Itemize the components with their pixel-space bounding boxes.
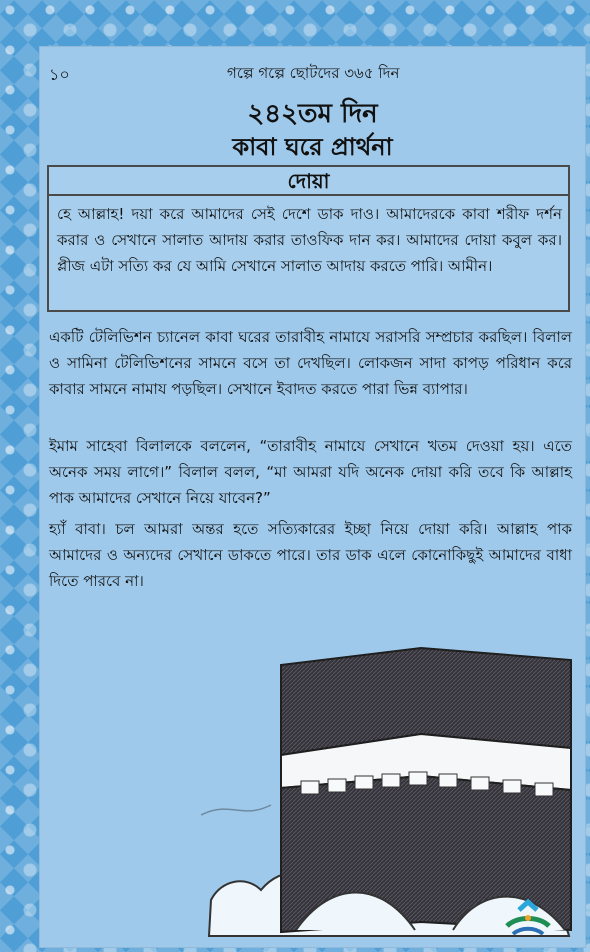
day-title: ২৪২তম দিন: [247, 99, 378, 129]
book-page: [39, 46, 586, 948]
publisher-logo-icon: [499, 896, 557, 946]
page-number: ১০: [49, 65, 70, 84]
page-header: [39, 60, 586, 84]
running-title: গল্পে গল্পে ছোটদের ৩৬৫ দিন: [227, 64, 400, 82]
dua-text: হে আল্লাহ! দয়া করে আমাদের সেই দেশে ডাক দাও। আমাদেরকে কাবা শরীফ দর্শন করার ও সেখানে সালাত আদায় করার তাওফিক দান কর। আমাদের দোয়া কবুল কর। প্লীজ এটা সত্যি কর যে আমি সেখানে সালাত আদায় করতে পারি। আমীন।: [57, 205, 562, 275]
dua-heading: দোয়া: [49, 167, 568, 196]
story-paragraph-1: একটি টেলিভিশন চ্যানেল কাবা ঘরের তারাবীহ নামাযে সরাসরি সম্প্রচার করছিল। বিলাল ও সামিনা টেলিভিশনের সামনে বসে তা দেখছিল। লোকজন সাদা কাপড় পরিধান করে কাবার সামনে নামায পড়ছিল। সেখানে ইবাদত করতে পারা ভিন্ন ব্যাপার।: [49, 328, 572, 398]
story-paragraph-2: ইমাম সাহেবা বিলালকে বললেন, “তারাবীহ নামাযে সেখানে খতম দেওয়া হয়। এতে অনেক সময় লাগে।” বিলাল বলল, “মা আমরা যদি অনেক দোয়া করি তবে কি আল্লাহ পাক আমাদের সেখানে নিয়ে যাবেন?”: [49, 437, 572, 507]
story-title: কাবা ঘরে প্রার্থনা: [232, 133, 393, 161]
dua-box: [47, 165, 570, 312]
story-paragraph-3: হ্যাঁ বাবা। চল আমরা অন্তর হতে সত্যিকারের ইচ্ছা নিয়ে দোয়া করি। আল্লাহ পাক আমাদের ও অন্যদের সেখানে ডাকতে পারে। তার ডাক এলে কোনোকিছুই আমাদের বাধা দিতে পারবে না।: [49, 520, 572, 590]
